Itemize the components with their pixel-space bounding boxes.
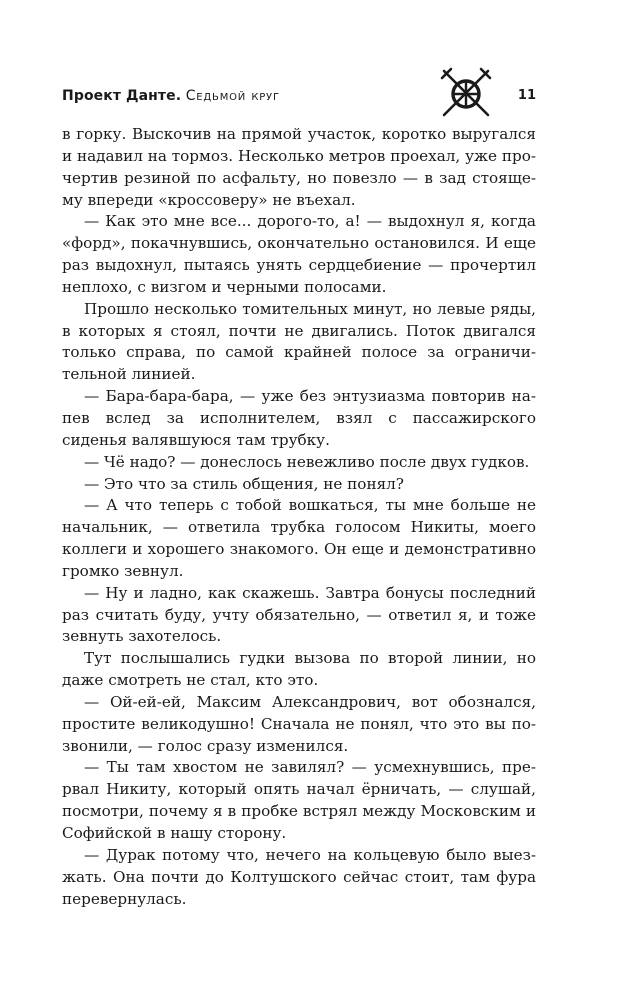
paragraph: — Дурак потому что, нечего на кольцевую было выезжать. Она почти до Колтушского сейчас стоит, там фура перевернулась. [62, 845, 536, 908]
paragraph: — Как это мне все... дорого-то, а! — выдохнул я, когда «форд», покачнувшись, окончательно остановился. И еще раз выдохнул, пытаясь унять сердцебиение — прочертил неплохо, с визгом и черными полосами. [62, 212, 536, 296]
paragraph: в горку. Выскочив на прямой участок, коротко выругался и надавил на тормоз. Несколько метров проехал, уже прочертив резиной по асфальту, но повезло — в зад стоящему впереди «кроссоверу» не въехал. [62, 125, 536, 209]
crossed-swords-circle-icon [438, 64, 494, 120]
paragraph: — Ты там хвостом не завилял? — усмехнувшись, прервал Никиту, который опять начал ёрничать, — слушай, посмотри, почему я в пробке встрял между Московским и Софийской в нашу сторону. [62, 758, 536, 842]
running-header-title [62, 88, 280, 104]
section-title: Седьмой круг [185, 88, 280, 104]
page-number: 11 [517, 88, 536, 103]
paragraph: — Ой-ей-ей, Максим Александрович, вот обознался, простите великодушно! Сначала не понял, что это вы позвонили, — голос сразу изменился. [62, 692, 536, 755]
paragraph: — Бара-бара-бара, — уже без энтузиазма повторив напев вслед за исполнителем, взял с пассажирского сиденья валявшуюся там трубку. [62, 387, 536, 449]
paragraph: Тут послышались гудки вызова по второй линии, но даже смотреть не стал, кто это. [62, 649, 536, 690]
paragraph: Прошло несколько томительных минут, но левые ряды, в которых я стоял, почти не двигались. Поток двигался только справа, по самой крайней полосе за ограничительной линией. [62, 299, 536, 384]
paragraph: — Чё надо? — донеслось невежливо после двух гудков. [84, 452, 530, 471]
paragraph: — Ну и ладно, как скажешь. Завтра бонусы последний раз считать буду, учту обязательно, — ответил я, и тоже зевнуть захотелось. [62, 583, 536, 646]
running-header [62, 64, 536, 120]
body-text [62, 124, 536, 910]
paragraph: — Это что за стиль общения, не понял? [84, 474, 404, 493]
book-title: Проект Данте. [62, 88, 182, 104]
paragraph: — А что теперь с тобой вошкаться, ты мне больше не начальник, — ответила трубка голосом Никиты, моего коллеги и хорошего знакомого. Он еще и демонстративно громко зевнул. [62, 496, 536, 580]
